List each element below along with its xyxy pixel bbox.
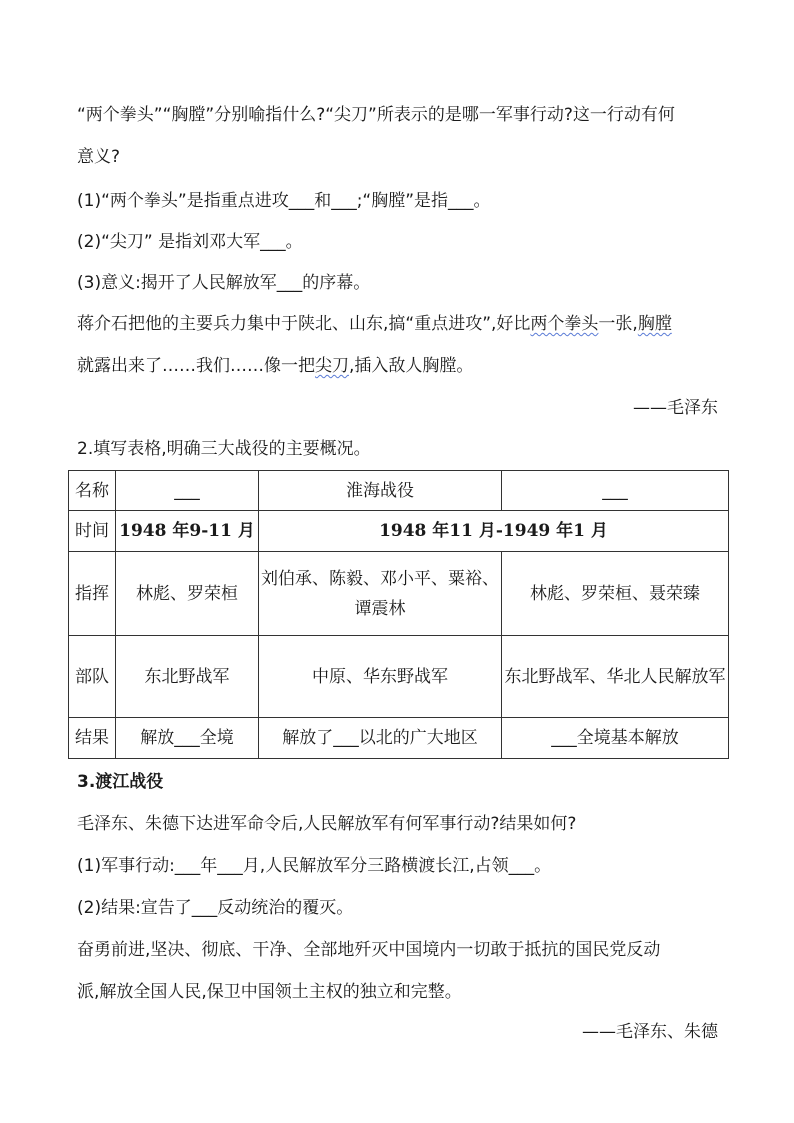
q1-answer-1: (1)“两个拳头”是指重点进攻___和___;“胸膛”是指___。 — [77, 191, 491, 211]
q3-quote-source: ——毛泽东、朱德 — [582, 1022, 718, 1042]
cell-result-liaoshen: 解放___全境 — [116, 718, 259, 759]
cell-command-liaoshen: 林彪、罗荣桓 — [116, 552, 259, 636]
q3-quote-line1: 奋勇前进,坚决、彻底、干净、全部地歼灭中国境内一切敢于抵抗的国民党反动 — [77, 940, 661, 960]
row-head-name: 名称 — [69, 471, 116, 511]
three-campaigns-table — [68, 470, 729, 759]
table-row — [69, 471, 729, 511]
q3-answer-2: (2)结果:宣告了___反动统治的覆灭。 — [77, 898, 354, 918]
cell-result-huaihai: 解放了___以北的广大地区 — [259, 718, 502, 759]
q1-question-line1: “两个拳头”“胸膛”分别喻指什么?“尖刀”所表示的是哪一军事行动?这一行动有何 — [77, 105, 675, 125]
cell-result-pingjin: ___全境基本解放 — [502, 718, 729, 759]
quote-highlight-fists: 两个拳头 — [530, 314, 599, 334]
q1-answer-3: (3)意义:揭开了人民解放军___的序幕。 — [77, 273, 371, 293]
q2-title: 2.填写表格,明确三大战役的主要概况。 — [77, 439, 371, 459]
cell-time-huaihai-pingjin: 1948 年11 月-1949 年1 月 — [259, 511, 729, 552]
cell-time-liaoshen: 1948 年9-11 月 — [116, 511, 259, 552]
quote-text: 蒋介石把他的主要兵力集中于陕北、山东,搞“重点进攻”,好比 — [77, 314, 531, 334]
row-head-army: 部队 — [69, 636, 116, 718]
quote-text: ,插入敌人胸膛。 — [349, 356, 474, 376]
q3-question: 毛泽东、朱德下达进军命令后,人民解放军有何军事行动?结果如何? — [77, 814, 577, 834]
cell-name-huaihai: 淮海战役 — [259, 471, 502, 511]
quote-highlight-knife: 尖刀 — [315, 356, 349, 376]
cell-army-liaoshen: 东北野战军 — [116, 636, 259, 718]
quote-highlight-chest: 胸膛 — [637, 314, 672, 334]
q1-quote-line1 — [77, 313, 672, 335]
q1-quote-line2 — [77, 355, 473, 377]
q3-answer-1: (1)军事行动:___年___月,人民解放军分三路横渡长江,占领___。 — [77, 856, 552, 876]
cell-name-pingjin: ___ — [502, 471, 729, 511]
q3-title: 3.渡江战役 — [77, 772, 164, 792]
table-row — [69, 552, 729, 636]
cell-command-huaihai: 刘伯承、陈毅、邓小平、粟裕、谭震林 — [259, 552, 502, 636]
row-head-time: 时间 — [69, 511, 116, 552]
quote-text: 就露出来了……我们……像一把 — [77, 356, 315, 376]
row-head-command: 指挥 — [69, 552, 116, 636]
cell-army-pingjin: 东北野战军、华北人民解放军 — [502, 636, 729, 718]
cell-name-liaoshen: ___ — [116, 471, 259, 511]
q3-quote-line2: 派,解放全国人民,保卫中国领土主权的独立和完整。 — [77, 982, 462, 1002]
table-row — [69, 718, 729, 759]
q1-question-line2: 意义? — [77, 147, 121, 167]
row-head-result: 结果 — [69, 718, 116, 759]
cell-command-pingjin: 林彪、罗荣桓、聂荣臻 — [502, 552, 729, 636]
cell-army-huaihai: 中原、华东野战军 — [259, 636, 502, 718]
q1-quote-source: ——毛泽东 — [633, 398, 718, 418]
q1-answer-2: (2)“尖刀” 是指刘邓大军___。 — [77, 232, 303, 252]
table-row — [69, 511, 729, 552]
table-row — [69, 636, 729, 718]
quote-text: 一张, — [598, 314, 638, 334]
